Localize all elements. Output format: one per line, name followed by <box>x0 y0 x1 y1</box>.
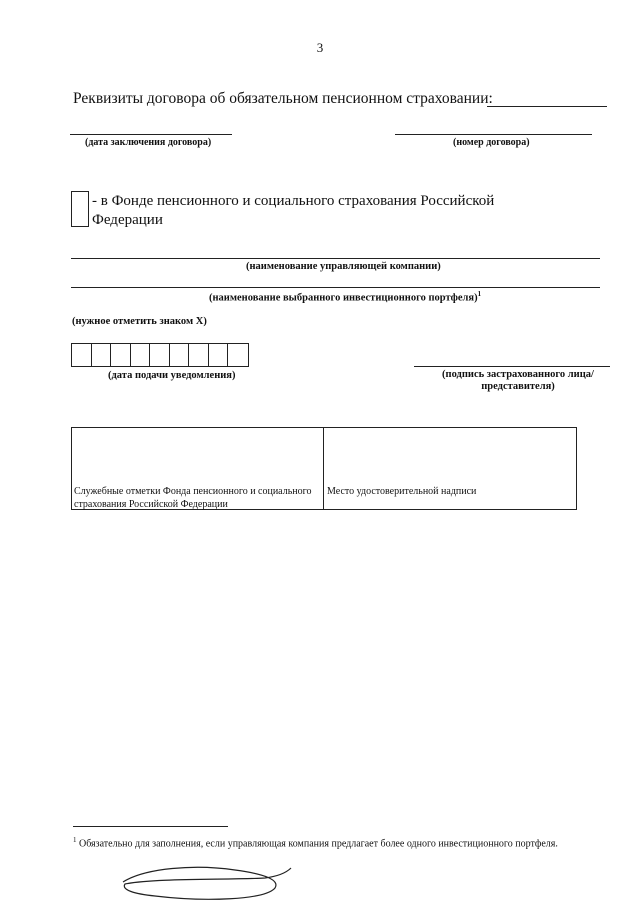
signature-caption: (подпись застрахованного лица/ представителя) <box>442 369 594 392</box>
mark-instruction: (нужное отметить знаком X) <box>72 316 207 327</box>
service-marks-label: Служебные отметки Фонда пенсионного и социального страхования Российской Федерации <box>74 486 312 510</box>
portfolio-footnote-mark: 1 <box>477 290 482 298</box>
management-company-caption: (наименование управляющей компании) <box>246 261 441 272</box>
service-box <box>71 427 577 510</box>
date-cell[interactable] <box>111 344 131 366</box>
date-cell[interactable] <box>209 344 229 366</box>
notice-date-grid[interactable] <box>71 343 249 367</box>
footnote-mark: 1 <box>73 836 77 844</box>
fund-option-text: - в Фонде пенсионного и социального страхования Российской Федерации <box>92 193 495 228</box>
signature-line[interactable] <box>414 366 610 367</box>
portfolio-line[interactable] <box>71 287 600 288</box>
fund-option-checkbox[interactable] <box>71 191 89 227</box>
service-box-divider <box>323 428 324 509</box>
contract-date-line[interactable] <box>70 134 232 135</box>
certification-label: Место удостоверительной надписи <box>327 486 477 497</box>
page-number: 3 <box>316 40 324 55</box>
date-cell[interactable] <box>92 344 112 366</box>
contract-number-line[interactable] <box>395 134 592 135</box>
footnote <box>73 834 607 850</box>
notice-date-caption: (дата подачи уведомления) <box>108 370 236 381</box>
contract-number-caption: (номер договора) <box>453 137 530 148</box>
footnote-separator <box>73 826 228 827</box>
management-company-line[interactable] <box>71 258 600 259</box>
date-cell[interactable] <box>228 344 248 366</box>
contract-details-line[interactable] <box>487 106 607 107</box>
date-cell[interactable] <box>131 344 151 366</box>
contract-details-heading: Реквизиты договора об обязательном пенсионном страховании: <box>73 90 493 107</box>
portfolio-caption-row <box>209 290 481 304</box>
date-cell[interactable] <box>72 344 92 366</box>
footnote-text: Обязательно для заполнения, если управляющая компания предлагает более одного инвестиционного портфеля. <box>79 838 558 850</box>
date-cell[interactable] <box>170 344 190 366</box>
portfolio-caption: (наименование выбранного инвестиционного портфеля) <box>209 292 478 304</box>
date-cell[interactable] <box>189 344 209 366</box>
handwritten-signature <box>115 858 305 908</box>
contract-date-caption: (дата заключения договора) <box>85 137 212 148</box>
date-cell[interactable] <box>150 344 170 366</box>
